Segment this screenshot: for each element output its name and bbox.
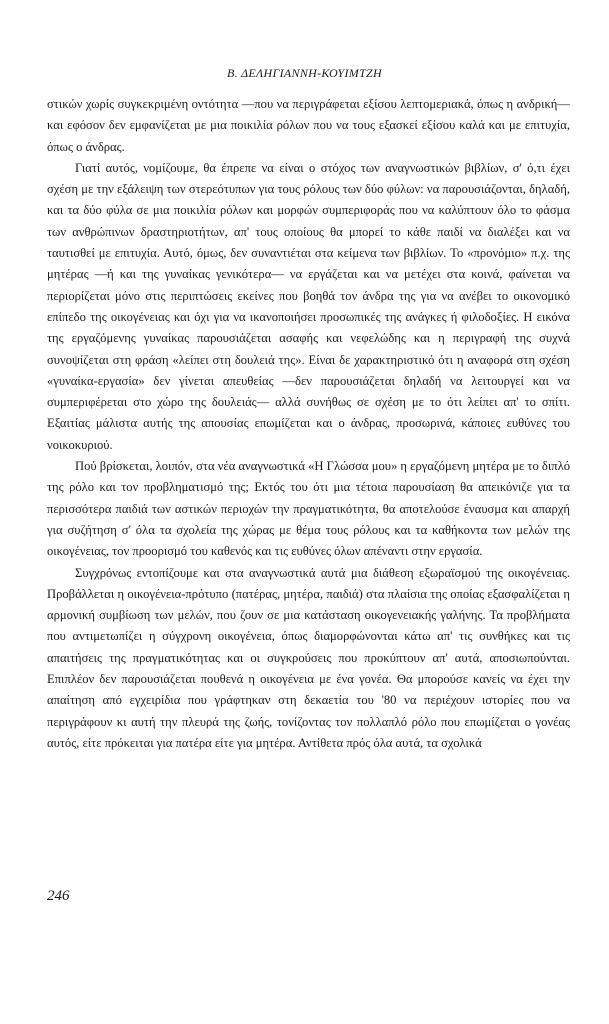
page-number: 246	[47, 888, 70, 904]
paragraph: Συγχρόνως εντοπίζουμε και στα αναγνωστικά αυτά μια διάθεση εξωραϊσμού της οικογένειας. Προβάλλεται η οικογένεια-πρότυπο (πατέρας, μητέρα, παιδιά) στα πλαίσια της οποίας εξασφαλίζεται η αρμονική συμβίωση των μελών, που ζουν σε μια κατάσταση οικογενειακής γαλήνης. Τα προβλήματα που αντιμετωπίζει η σύγχρονη οικογένεια, όπως διαμορφώνονται κάτω απ' τις συνθήκες και τις απαιτήσεις της πραγματικότητας και οι συγκρούσεις που προκύπτουν απ' αυτά, αποσιωπούνται. Επιπλέον δεν παρουσιάζεται πουθενά η οικογένεια με ένα γονέα. Θα μπορούσε κανείς να έχει την απαίτηση από εγχειρίδια που γράφτηκαν στη δεκαετία του '80 να περιέχουν ιστορίες που να περιγράφουν κι αυτή την πλευρά της ζωής, τονίζοντας τον πολλαπλό ρόλο που επωμίζεται ο γονέας αυτός, είτε πρόκειται για πατέρα είτε για μητέρα. Αντίθετα πρός όλα αυτά, τα σχολικά	[47, 565, 570, 750]
paragraph: στικών χωρίς συγκεκριμένη οντότητα —που να περιγράφεται εξίσου λεπτομεριακά, όπως η ανδρική— και εφόσον δεν εμφανίζεται με μια ποικιλία ρόλων που να τους εξασκεί εξίσου καλά και με επιτυχία, όπως ο άνδρας.	[47, 97, 570, 154]
paragraph: Γιατί αυτός, νομίζουμε, θα έπρεπε να είναι ο στόχος των αναγνωστικών βιβλίων, σ' ό,τι έχει σχέση με την εξάλειψη των στερεότυπων για τους ρόλους των δύο φύλων: να παρουσιάζονται, δηλαδή, και τα δύο φύλα σε μια ποικιλία ρόλων και μορφών συμπεριφοράς που να καλύπτουν όλο το φάσμα των ανθρώπινων δραστηριοτήτων, απ' τους οποίους θα μπορεί το κάθε παιδί να διαλέξει και να ταυτισθεί με επιτυχία. Αυτό, όμως, δεν συναντιέται στα κείμενα των βιβλίων. Το «προνόμιο» π.χ. της μητέρας —ή και της γυναίκας γενικότερα— να εργάζεται και να μετέχει στα κοινά, φαίνεται να περιορίζεται μόνο στις περιπτώσεις εκείνες που βοηθά τον άνδρα της για να ανέβει το οικονομικό επίπεδο της οικογένειας και όχι για να ικανοποιήσει προσωπικές της ανάγκες ή φιλοδοξίες. Η εικόνα της εργαζόμενης γυναίκας παρουσιάζεται ασαφής και νεφελώδης και η περιγραφή της συχνά συνοψίζεται στη φράση «λείπει στη δουλειά της». Είναι δε χαρακτηριστικό ότι η αναφορά στη σχέση «γυναίκα-εργασία» δεν γίνεται απευθείας —δεν παρουσιάζεται δηλαδή να λειτουργεί και να συμπεριφέρεται στο χώρο της δουλειάς— αλλά συνήθως σε σχέση με το ότι λείπει απ' το σπίτι. Εξαιτίας μάλιστα αυτής της απουσίας επωμίζεται και ο άνδρας, προσωρινά, κάποιες ευθύνες του νοικοκυριού.	[47, 160, 570, 452]
running-header: Β. ΔΕΛΗΓΙΑΝΝΗ-ΚΟΥΙΜΤΖΗ	[226, 66, 383, 80]
body-text	[47, 94, 570, 754]
paragraph: Πού βρίσκεται, λοιπόν, στα νέα αναγνωστικά «Η Γλώσσα μου» η εργαζόμενη μητέρα με το διπλό της ρόλο και τον προβληματισμό της; Εκτός του ότι μια τέτοια παρουσίαση θα απεικόνιζε για τα περισσότερα παιδιά των αστικών περιοχών την πραγματικότητα, θα αποτελούσε έναυσμα και απαρχή για συζήτηση σ' όλα τα σχολεία της χώρας με θέμα τους ρόλους και τα καθήκοντα των μελών της οικογένειας, τον προορισμό του καθενός και τις ευθύνες όλων απέναντι στην εργασία.	[47, 459, 570, 559]
